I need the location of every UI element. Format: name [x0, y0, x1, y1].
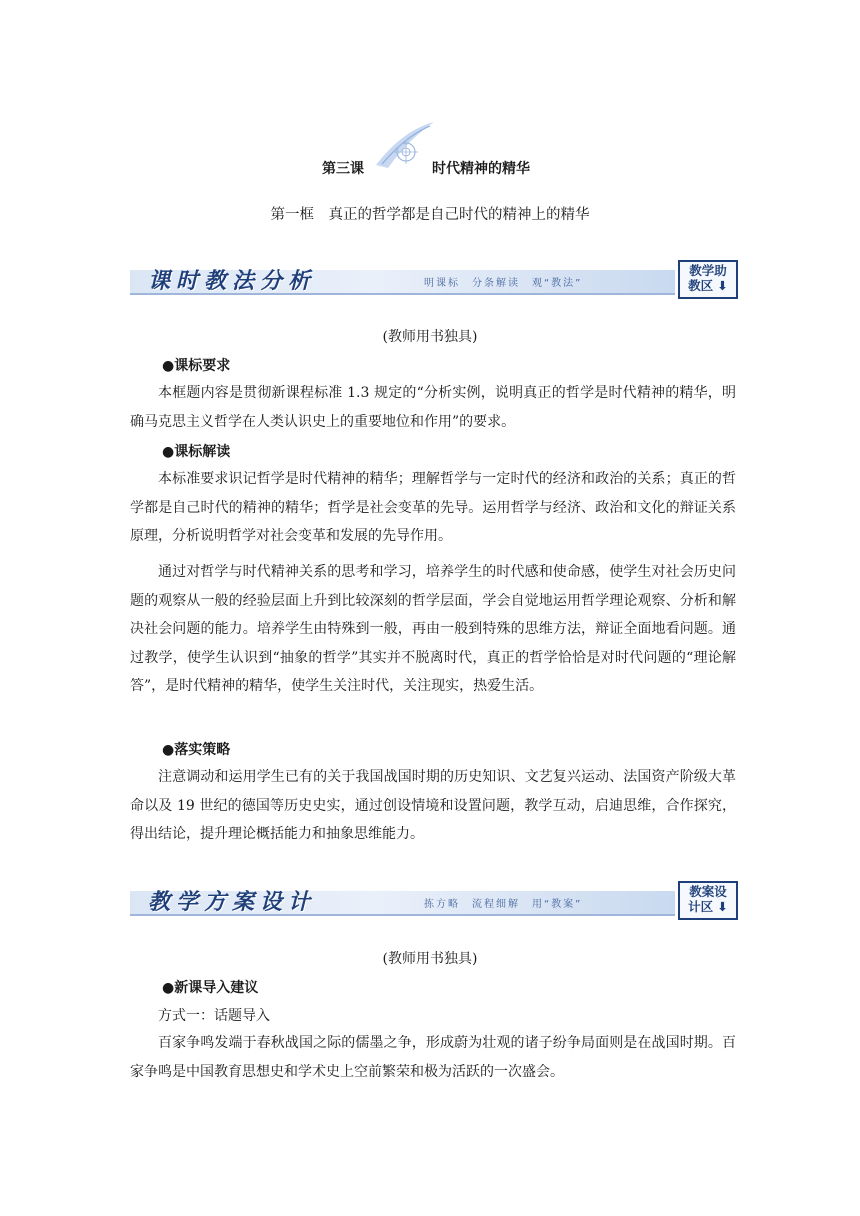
- banner-tag-line2: 教区 ⬇: [688, 278, 728, 293]
- paragraph-standard-interpretation: 本标准要求识记哲学是时代精神的精华；理解哲学与一定时代的经济和政治的关系；真正的哲学都是自己时代的精神的精华；哲学是社会变革的先导。运用哲学与经济、政治和文化的辩证关系原理，分析说明哲学对社会变革和发展的先导作用。: [130, 471, 736, 544]
- swoosh-emblem-icon: [368, 120, 438, 180]
- section-title: 第一框 真正的哲学都是自己时代的精神上的精华: [270, 207, 590, 223]
- banner-teaching-plan: [130, 881, 738, 919]
- banner-tag-line1: 教学助: [689, 263, 727, 278]
- banner-slogan: 拣方略 流程细解 用“教案”: [424, 899, 583, 910]
- lesson-number: 第三课: [322, 161, 364, 177]
- paragraph-standard-requirement: 本框题内容是贯彻新课程标准 1.3 规定的“分析实例，说明真正的哲学是时代精神的精华，明确马克思主义哲学在人类认识史上的重要地位和作用”的要求。: [130, 385, 736, 430]
- teacher-note: (教师用书独具): [382, 329, 478, 345]
- banner-slogan: 明课标 分条解读 观“教法”: [424, 278, 583, 289]
- banner-tag-line1: 教案设: [689, 884, 727, 899]
- banner-title: 教学方案设计: [148, 889, 317, 915]
- banner-tag-line2: 计区 ⬇: [688, 899, 728, 914]
- heading-standard-requirement: ●课标要求: [162, 358, 231, 374]
- banner-lesson-analysis: [130, 260, 738, 298]
- banner-tag: [678, 260, 738, 299]
- lesson-title: 时代精神的精华: [432, 161, 530, 177]
- intro-method-label: 方式一：话题导入: [158, 1008, 270, 1024]
- paragraph-goals: 通过对哲学与时代精神关系的思考和学习，培养学生的时代感和使命感，使学生对社会历史问题的观察从一般的经验层面上升到比较深刻的哲学层面，学会自觉地运用哲学理论观察、分析和解决社会问题的能力。培养学生由特殊到一般，再由一般到特殊的思维方法，辩证全面地看问题。通过教学，使学生认识到“抽象的哲学”其实并不脱离时代，真正的哲学恰恰是对时代问题的“理论解答”，是时代精神的精华，使学生关注时代，关注现实，热爱生活。: [130, 564, 736, 694]
- teacher-note: (教师用书独具): [382, 951, 478, 967]
- lesson-header: [0, 150, 860, 184]
- paragraph-intro: 百家争鸣发端于春秋战国之际的儒墨之争，形成蔚为壮观的诸子纷争局面则是在战国时期。百家争鸣是中国教育思想史和学术史上空前繁荣和极为活跃的一次盛会。: [130, 1035, 736, 1080]
- heading-standard-interpretation: ●课标解读: [162, 444, 231, 460]
- heading-strategy: ●落实策略: [162, 742, 231, 758]
- paragraph-strategy: 注意调动和运用学生已有的关于我国战国时期的历史知识、文艺复兴运动、法国资产阶级大革命以及 19 世纪的德国等历史史实，通过创设情境和设置问题，教学互动，启迪思维，合作探究，得出结论，提升理论概括能力和抽象思维能力。: [130, 769, 736, 842]
- banner-title: 课时教法分析: [148, 268, 317, 294]
- heading-intro-suggestion: ●新课导入建议: [162, 980, 259, 996]
- banner-tag: [678, 881, 738, 920]
